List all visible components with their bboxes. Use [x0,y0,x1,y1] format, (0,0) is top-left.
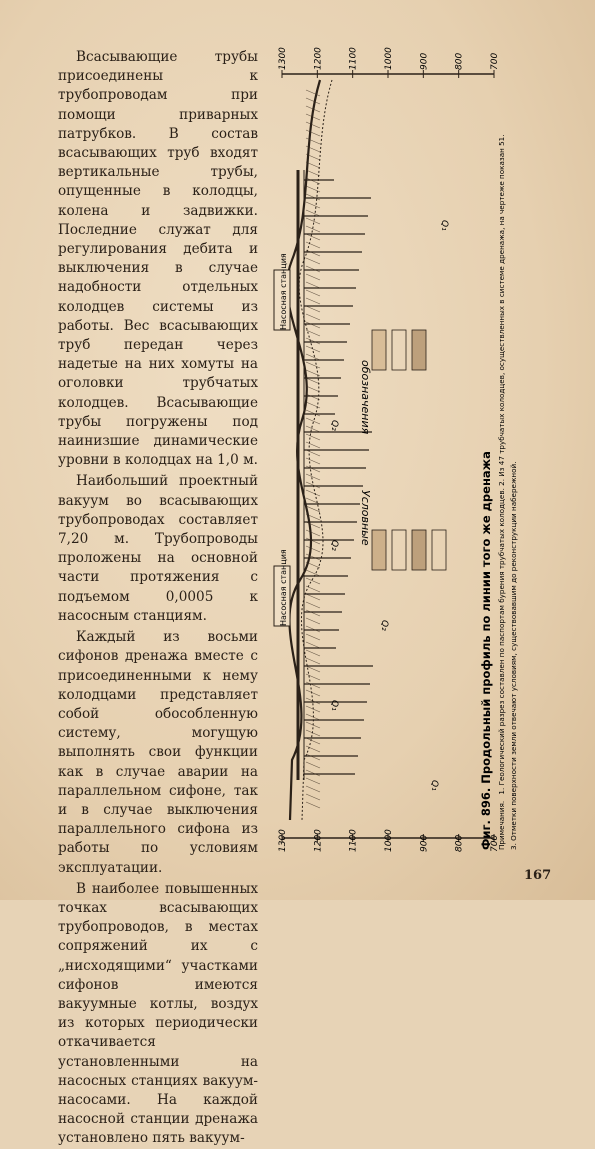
scale-tick-label: 1300 [278,829,288,852]
scale-tick-label: 1100 [348,829,359,852]
paragraph-suction-pipes: Всасывающие трубы присоединены к трубопроводам при помощи приварных патрубков. В состав всасывающих труб входят вертикальные трубы, опущенные в колодцы, колена и задвижки. Последние служат для регулирования дебита и выключения в случае надобности отдельных колодцев системы из работы. Вес всасывающих труб передан через надетые на них хомуты на оголовки трубчатых колодцев. Всасывающие трубы погружены под наинизшие динамические уровни в колодцах на 1,0 м. [58,49,258,469]
hatch-stroke [306,170,320,176]
hatch-stroke [306,290,320,296]
hatch-stroke [306,570,320,576]
hatch-stroke [306,370,320,376]
hatch-stroke [306,434,320,440]
profile-figure [262,47,524,852]
hatch-stroke [306,538,320,544]
paragraph-vacuum-boilers: В наиболее повышенных точках всасывающих трубопроводов, в местах сопряжений их с „нисходящими“ участками сифонов имеются вакуумные котлы, воздух из которых периодически откачивается установленными на насосных станциях вакуум-насосами. На каждой насосной станции дренажа установлено пять вакуум- [58,880,258,1147]
hatch-stroke [306,522,320,528]
hatch-stroke [306,458,320,464]
hatch-stroke [306,730,320,736]
hatch-stroke [306,202,320,208]
layer-label: Q₁ [439,220,449,231]
hatch-stroke [306,234,320,240]
hatch-stroke [306,474,320,480]
hatch-stroke [306,490,320,496]
scale-tick-label: 1300 [278,47,288,70]
hatch-stroke [306,698,320,704]
legend-title-2: обозначения [359,360,372,435]
hatch-stroke [306,754,320,760]
hatch-stroke [306,322,320,328]
hatch-stroke [306,786,320,792]
hatch-stroke [306,626,320,632]
scale-tick-label: 800 [454,834,465,852]
hatch-stroke [306,298,320,304]
hatch-stroke [306,466,320,472]
scale-tick-label: 700 [490,52,500,70]
hatch-stroke [306,586,320,592]
hatch-stroke [306,354,320,360]
hatch-stroke [306,498,320,504]
hatch-stroke [306,394,320,400]
scale-tick-label: 700 [490,834,500,852]
scale-tick-label: 1100 [348,47,359,70]
hatch-stroke [306,186,320,192]
hatch-stroke [306,706,320,712]
hatch-stroke [306,258,320,264]
layer-label: Q₁ [329,700,339,711]
figure-note-3: 3. Отметки поверхности земли отвечают условиям, существовавшим до реконструкции набережной. [509,461,518,850]
hatch-stroke [306,210,320,216]
hatch-stroke [306,362,320,368]
layer-label: Q₂ [379,620,389,631]
legend-title-1: Условные [359,490,372,546]
note-label: Примечания. [497,800,506,850]
hatch-stroke [306,194,320,200]
hatch-stroke [306,338,320,344]
hatch-stroke [306,594,320,600]
hatch-stroke [306,306,320,312]
paragraph-siphons: Каждый из восьми сифонов дренажа вместе с присоединенными к нему колодцами представляет собой обособленную систему, могущую выполнять свои функции как в случае аварии на параллельном сифоне, так и в случае выключения параллельного сифона из работы по условиям эксплуатации. [58,629,258,876]
hatch-stroke [306,282,320,288]
hatch-stroke [306,650,320,656]
hatch-stroke [306,442,320,448]
hatch-stroke [306,274,320,280]
hatch-stroke [306,714,320,720]
page-number: 167 [524,868,552,883]
layer-label: Q₁ [429,780,439,791]
hatch-stroke [306,794,320,800]
hatch-stroke [306,122,320,128]
scale-tick-label: 900 [419,834,430,852]
hatch-stroke [306,98,320,104]
hatch-stroke [306,546,320,552]
hatch-stroke [306,386,320,392]
layer-label: Q₂ [329,540,339,551]
hatch-stroke [306,722,320,728]
figure-caption: Фиг. 896. Продольный профиль по линии того же дренажа [479,451,493,850]
profile-drawing [262,47,524,852]
hatch-stroke [306,426,320,432]
layer-label: Q₂ [329,420,339,431]
scale-tick-label: 1000 [384,829,394,852]
station-label-2: Насосная станция [279,549,288,626]
hatch-stroke [306,602,320,608]
station-label-1: Насосная станция [279,253,288,330]
hatch-stroke [306,770,320,776]
scale-tick-label: 1200 [313,47,324,70]
hatch-stroke [306,674,320,680]
hatch-stroke [306,610,320,616]
scale-tick-label: 1200 [313,829,324,852]
hatch-stroke [306,530,320,536]
hatch-stroke [306,642,320,648]
hatch-stroke [306,738,320,744]
hatch-stroke [306,410,320,416]
hatch-stroke [306,250,320,256]
hatch-stroke [306,690,320,696]
note-1-text: 1. Геологический разрез составлен по паспортам бурения трубчатых колодцев. 2. Из 47 трубчатых колодцев, осуществленных в системе дренажа, на чертеже показан 51. [497,134,506,795]
hatch-stroke [306,314,320,320]
hatch-stroke [306,618,320,624]
hatch-stroke [306,658,320,664]
scale-tick-label: 1000 [384,47,394,70]
hatch-stroke [306,802,320,808]
paragraph-vacuum: Наибольший проектный вакуум во всасывающих трубопроводах составляет 7,20 м. Трубопроводы проложены на основной части протяжения с подъемом 0,0005 к насосным станциям. [58,473,258,624]
scale-tick-label: 800 [454,52,465,70]
hatch-stroke [306,778,320,784]
hatch-stroke [306,762,320,768]
scale-tick-label: 900 [419,52,430,70]
hatch-stroke [306,130,320,136]
hatch-stroke [306,266,320,272]
figure-note-1 [497,134,506,850]
hatch-stroke [306,450,320,456]
body-text-column [58,48,258,1149]
hatch-stroke [306,218,320,224]
hatch-stroke [306,634,320,640]
hatch-stroke [306,682,320,688]
